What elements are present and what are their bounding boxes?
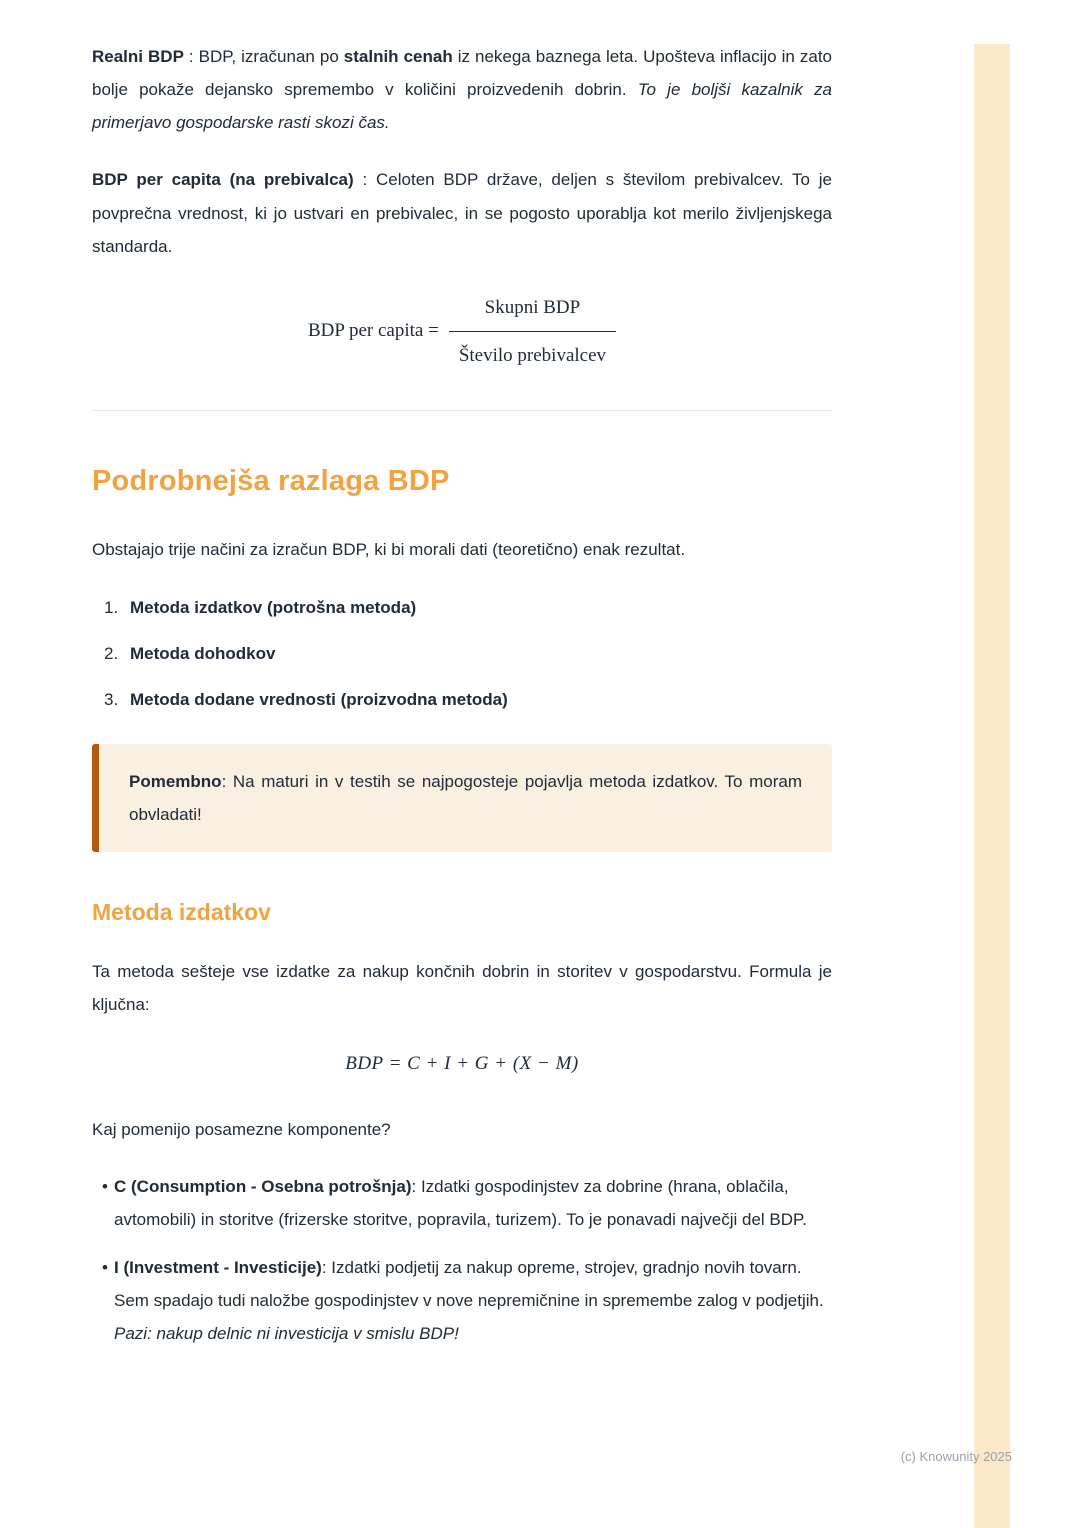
formula-lhs: BDP per capita =: [307, 319, 439, 341]
text-fragment: :: [183, 47, 199, 66]
formula-bdp-expenditure: BDP = C + I + G + (X − M): [345, 1053, 579, 1075]
notes-content: [92, 40, 832, 1365]
list-item: [92, 1251, 832, 1350]
list-item: [92, 683, 832, 716]
bullet-text: [114, 1170, 832, 1236]
fraction: [449, 289, 616, 374]
list-item: [92, 637, 832, 670]
formula-bdp-per-capita: [92, 289, 832, 374]
list-label: Metoda dohodkov: [130, 643, 276, 663]
list-label: Metoda dodane vrednosti (proizvodna metoda): [130, 689, 508, 709]
term-realni-bdp: Realni BDP: [92, 47, 184, 66]
list-number: 3.: [104, 689, 119, 709]
list-number: 2.: [104, 643, 119, 663]
section-intro: Obstajajo trije načini za izračun BDP, ki bi morali dati (teoretično) enak rezultat.: [92, 540, 686, 560]
page-edge-stripe: [974, 44, 1010, 1528]
watermark: (c) Knowunity 2025: [900, 1449, 1012, 1464]
component-body: : Izdatki gospodinjstev za dobrine (hrana, oblačila, avtomobili) in storitve (frizerske storitve, popravila, turizem). To je ponavadi največji del BDP.: [114, 1176, 807, 1229]
paragraph-realni-bdp: [92, 40, 832, 139]
text-fragment: Celoten BDP države, deljen s številom prebivalcev. To je povprečna vrednost, ki jo ustvari en prebivalec, in se pogosto uporablja kot merilo življenjskega standarda.: [92, 170, 832, 256]
term-bdp-per-capita: BDP per capita (na prebivalca): [92, 170, 354, 190]
fraction-denominator: Število prebivalcev: [458, 344, 607, 366]
list-item: [92, 1170, 832, 1236]
list-number: 1.: [104, 597, 119, 617]
method-list: [92, 591, 832, 716]
component-list: [92, 1170, 832, 1351]
component-italic: Pazi: nakup delnic ni investicija v smislu BDP!: [114, 1324, 459, 1344]
bullet-text: [114, 1251, 832, 1350]
paragraph-bdp-per-capita: [92, 163, 832, 262]
subsection-title: Metoda izdatkov: [92, 899, 271, 926]
important-callout: [92, 744, 832, 852]
component-term: I (Investment - Investicije): [114, 1257, 322, 1277]
text-fragment: :: [353, 170, 377, 190]
text-fragment: iz nekega baznega leta. Upošteva inflacijo in zato bolje pokaže dejansko spremembo v količini proizvedenih dobrin.: [92, 47, 833, 100]
text-fragment: BDP, izračunan po: [198, 47, 344, 66]
list-label: Metoda izdatkov (potrošna metoda): [130, 597, 417, 617]
text-italic: To je boljši kazalnik za primerjavo gospodarske rasti skozi čas.: [92, 80, 832, 133]
callout-body: : Na maturi in v testih se najpogosteje pojavlja metoda izdatkov. To moram obvladati!: [129, 772, 802, 825]
paragraph-components-question: Kaj pomenijo posamezne komponente?: [92, 1119, 391, 1139]
component-body: : Izdatki podjetij za nakup opreme, strojev, gradnjo novih tovarn. Sem spadajo tudi naložbe gospodinjstev v nove nepremičnine in spremembe zalog v podjetjih.: [114, 1257, 824, 1311]
bullet-icon: •: [102, 1257, 108, 1277]
callout-text: [129, 765, 802, 831]
bullet-icon: •: [102, 1176, 108, 1196]
list-item: [92, 591, 832, 624]
section-title: Podrobnejša razlaga BDP: [92, 464, 450, 497]
paragraph-expenditure-intro: Ta metoda sešteje vse izdatke za nakup končnih dobrin in storitev v gospodarstvu. Formula je ključna:: [92, 962, 832, 1015]
component-term: C (Consumption - Osebna potrošnja): [114, 1176, 412, 1196]
fraction-numerator: Skupni BDP: [449, 289, 616, 332]
section-divider: [92, 410, 832, 411]
text-bold-stalnih-cenah: stalnih cenah: [343, 47, 453, 66]
callout-title: Pomembno: [129, 772, 222, 792]
